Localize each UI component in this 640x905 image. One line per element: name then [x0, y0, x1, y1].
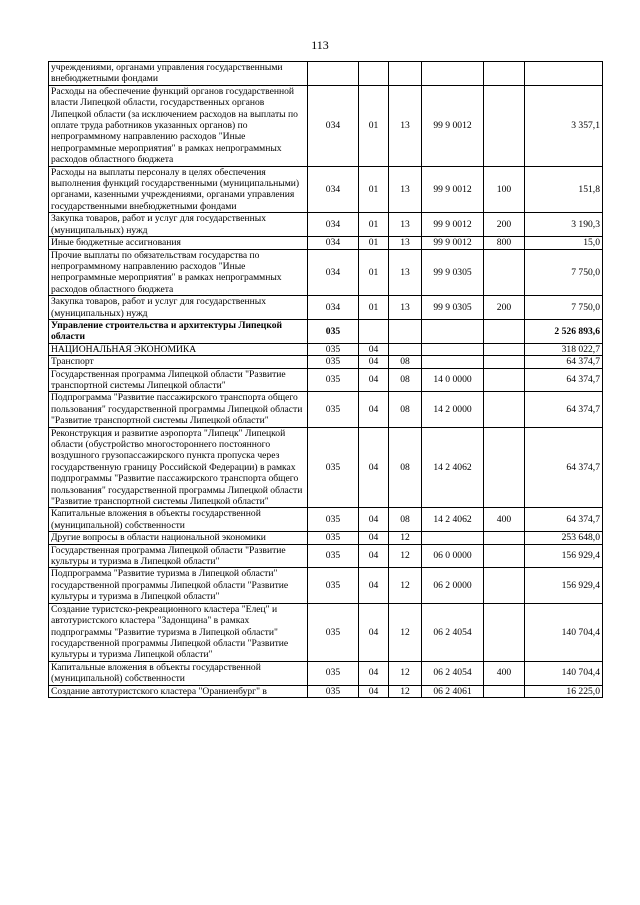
row-name-cell: Управление строительства и архитектуры Липецкой области [49, 319, 308, 343]
row-name-cell: Прочие выплаты по обязательствам государства по непрограммному направлению расходов "Иные непрограммные мероприятия" в рамках непрограммных расходов областного бюджета [49, 249, 308, 296]
subsection-code-cell: 08 [389, 356, 422, 368]
subsection-code-cell: 08 [389, 368, 422, 392]
subsection-code-cell [389, 343, 422, 355]
target-article-cell: 99 9 0012 [422, 85, 484, 166]
target-article-cell: 14 2 4062 [422, 508, 484, 532]
admin-code-cell: 035 [308, 392, 359, 427]
table-row [49, 532, 603, 544]
admin-code-cell: 035 [308, 603, 359, 661]
target-article-cell: 06 2 4061 [422, 685, 484, 697]
amount-cell: 64 374,7 [525, 368, 603, 392]
amount-cell: 140 704,4 [525, 603, 603, 661]
table-row [49, 661, 603, 685]
admin-code-cell: 034 [308, 213, 359, 237]
admin-code-cell: 035 [308, 508, 359, 532]
row-name-cell: Иные бюджетные ассигнования [49, 237, 308, 249]
subsection-code-cell [389, 319, 422, 343]
expense-type-cell: 200 [484, 296, 525, 320]
expense-type-cell: 800 [484, 237, 525, 249]
amount-cell: 318 022,7 [525, 343, 603, 355]
admin-code-cell: 035 [308, 661, 359, 685]
amount-cell: 64 374,7 [525, 356, 603, 368]
subsection-code-cell: 12 [389, 603, 422, 661]
subsection-code-cell: 13 [389, 237, 422, 249]
row-name-cell: Расходы на выплаты персоналу в целях обеспечения выполнения функций государственными (муниципальными) органами, казенными учреждениями, органами управления государственными внебюджетными фондами [49, 166, 308, 213]
target-article-cell: 14 2 0000 [422, 392, 484, 427]
target-article-cell: 06 2 4054 [422, 661, 484, 685]
expense-type-cell [484, 603, 525, 661]
table-row [49, 368, 603, 392]
amount-cell: 64 374,7 [525, 427, 603, 508]
expense-type-cell: 100 [484, 166, 525, 213]
table-row [49, 213, 603, 237]
target-article-cell [422, 343, 484, 355]
subsection-code-cell [389, 62, 422, 86]
section-code-cell: 04 [359, 508, 389, 532]
row-name-cell: НАЦИОНАЛЬНАЯ ЭКОНОМИКА [49, 343, 308, 355]
subsection-code-cell: 12 [389, 568, 422, 603]
expense-type-cell: 400 [484, 661, 525, 685]
section-code-cell: 01 [359, 85, 389, 166]
amount-cell: 3 190,3 [525, 213, 603, 237]
target-article-cell: 99 9 0012 [422, 166, 484, 213]
amount-cell: 2 526 893,6 [525, 319, 603, 343]
section-code-cell: 04 [359, 685, 389, 697]
target-article-cell: 06 2 4054 [422, 603, 484, 661]
table-row [49, 427, 603, 508]
row-name-cell: Капитальные вложения в объекты государственной (муниципальной) собственности [49, 661, 308, 685]
subsection-code-cell: 13 [389, 249, 422, 296]
budget-table [48, 61, 603, 698]
expense-type-cell [484, 544, 525, 568]
subsection-code-cell: 12 [389, 532, 422, 544]
admin-code-cell: 035 [308, 544, 359, 568]
row-name-cell: учреждениями, органами управления государственными внебюджетными фондами [49, 62, 308, 86]
row-name-cell: Расходы на обеспечение функций органов государственной власти Липецкой области, государственных органов Липецкой области (за исключением расходов на выплаты по оплате труда работников указанных органов) по непрограммному направлению расходов "Иные непрограммные мероприятия" в рамках непрограммных расходов областного бюджета [49, 85, 308, 166]
amount-cell: 156 929,4 [525, 568, 603, 603]
table-row [49, 319, 603, 343]
section-code-cell [359, 319, 389, 343]
table-row [49, 603, 603, 661]
table-row [49, 508, 603, 532]
subsection-code-cell: 08 [389, 392, 422, 427]
amount-cell: 253 648,0 [525, 532, 603, 544]
amount-cell: 7 750,0 [525, 249, 603, 296]
section-code-cell: 04 [359, 368, 389, 392]
table-row [49, 62, 603, 86]
row-name-cell: Транспорт [49, 356, 308, 368]
expense-type-cell [484, 685, 525, 697]
expense-type-cell [484, 356, 525, 368]
target-article-cell: 14 0 0000 [422, 368, 484, 392]
row-name-cell: Закупка товаров, работ и услуг для государственных (муниципальных) нужд [49, 296, 308, 320]
target-article-cell [422, 62, 484, 86]
row-name-cell: Государственная программа Липецкой области "Развитие транспортной системы Липецкой области" [49, 368, 308, 392]
table-row [49, 568, 603, 603]
expense-type-cell: 200 [484, 213, 525, 237]
table-row [49, 685, 603, 697]
subsection-code-cell: 08 [389, 427, 422, 508]
section-code-cell: 04 [359, 343, 389, 355]
admin-code-cell: 035 [308, 319, 359, 343]
subsection-code-cell: 12 [389, 544, 422, 568]
target-article-cell: 99 9 0305 [422, 296, 484, 320]
table-row [49, 356, 603, 368]
table-row [49, 392, 603, 427]
expense-type-cell: 400 [484, 508, 525, 532]
expense-type-cell [484, 249, 525, 296]
row-name-cell: Создание туристско-рекреационного кластера "Елец" и автотуристского кластера "Задонщина" в рамках подпрограммы "Развитие туризма в Липецкой области" государственной программы Липецкой области "Развитие культуры и туризма Липецкой области" [49, 603, 308, 661]
amount-cell: 15,0 [525, 237, 603, 249]
amount-cell: 151,8 [525, 166, 603, 213]
table-row [49, 249, 603, 296]
admin-code-cell: 035 [308, 368, 359, 392]
expense-type-cell [484, 568, 525, 603]
section-code-cell [359, 62, 389, 86]
amount-cell: 3 357,1 [525, 85, 603, 166]
row-name-cell: Другие вопросы в области национальной экономики [49, 532, 308, 544]
section-code-cell: 01 [359, 237, 389, 249]
subsection-code-cell: 13 [389, 213, 422, 237]
target-article-cell: 99 9 0012 [422, 213, 484, 237]
expense-type-cell [484, 319, 525, 343]
table-row [49, 237, 603, 249]
admin-code-cell: 034 [308, 166, 359, 213]
section-code-cell: 01 [359, 249, 389, 296]
section-code-cell: 01 [359, 166, 389, 213]
row-name-cell: Закупка товаров, работ и услуг для государственных (муниципальных) нужд [49, 213, 308, 237]
admin-code-cell: 035 [308, 685, 359, 697]
section-code-cell: 04 [359, 392, 389, 427]
subsection-code-cell: 08 [389, 508, 422, 532]
section-code-cell: 04 [359, 356, 389, 368]
amount-cell: 156 929,4 [525, 544, 603, 568]
amount-cell [525, 62, 603, 86]
table-row [49, 166, 603, 213]
admin-code-cell [308, 62, 359, 86]
target-article-cell [422, 532, 484, 544]
subsection-code-cell: 12 [389, 661, 422, 685]
amount-cell: 64 374,7 [525, 392, 603, 427]
table-row [49, 296, 603, 320]
table-row [49, 85, 603, 166]
amount-cell: 64 374,7 [525, 508, 603, 532]
target-article-cell [422, 319, 484, 343]
target-article-cell: 06 0 0000 [422, 544, 484, 568]
admin-code-cell: 035 [308, 427, 359, 508]
page-number: 113 [311, 38, 329, 52]
row-name-cell: Подпрограмма "Развитие туризма в Липецкой области" государственной программы Липецкой области "Развитие культуры и туризма в Липецкой области" [49, 568, 308, 603]
admin-code-cell: 035 [308, 343, 359, 355]
section-code-cell: 04 [359, 568, 389, 603]
expense-type-cell [484, 343, 525, 355]
table-row [49, 343, 603, 355]
section-code-cell: 04 [359, 427, 389, 508]
section-code-cell: 01 [359, 296, 389, 320]
section-code-cell: 01 [359, 213, 389, 237]
subsection-code-cell: 13 [389, 296, 422, 320]
target-article-cell [422, 356, 484, 368]
row-name-cell: Подпрограмма "Развитие пассажирского транспорта общего пользования" государственной программы Липецкой области "Развитие транспортной системы Липецкой области" [49, 392, 308, 427]
expense-type-cell [484, 392, 525, 427]
admin-code-cell: 034 [308, 237, 359, 249]
admin-code-cell: 034 [308, 85, 359, 166]
subsection-code-cell: 13 [389, 85, 422, 166]
admin-code-cell: 034 [308, 249, 359, 296]
section-code-cell: 04 [359, 532, 389, 544]
target-article-cell: 06 2 0000 [422, 568, 484, 603]
target-article-cell: 99 9 0012 [422, 237, 484, 249]
row-name-cell: Государственная программа Липецкой области "Развитие культуры и туризма в Липецкой области" [49, 544, 308, 568]
section-code-cell: 04 [359, 661, 389, 685]
table-row [49, 544, 603, 568]
subsection-code-cell: 13 [389, 166, 422, 213]
amount-cell: 16 225,0 [525, 685, 603, 697]
row-name-cell: Реконструкция и развитие аэропорта "Липецк" Липецкой области (обустройство многостороннего постоянного воздушного грузопассажирского пункта пропуска через государственную границу Российской Федерации) в рамках подпрограммы "Развитие пассажирского транспорта общего пользования" государственной программы Липецкой области "Развитие транспортной системы Липецкой области" [49, 427, 308, 508]
section-code-cell: 04 [359, 603, 389, 661]
row-name-cell: Капитальные вложения в объекты государственной (муниципальной) собственности [49, 508, 308, 532]
amount-cell: 7 750,0 [525, 296, 603, 320]
expense-type-cell [484, 85, 525, 166]
target-article-cell: 14 2 4062 [422, 427, 484, 508]
admin-code-cell: 035 [308, 356, 359, 368]
admin-code-cell: 035 [308, 532, 359, 544]
expense-type-cell [484, 368, 525, 392]
expense-type-cell [484, 427, 525, 508]
expense-type-cell [484, 62, 525, 86]
target-article-cell: 99 9 0305 [422, 249, 484, 296]
row-name-cell: Создание автотуристского кластера "Ораниенбург" в [49, 685, 308, 697]
amount-cell: 140 704,4 [525, 661, 603, 685]
admin-code-cell: 034 [308, 296, 359, 320]
admin-code-cell: 035 [308, 568, 359, 603]
expense-type-cell [484, 532, 525, 544]
section-code-cell: 04 [359, 544, 389, 568]
subsection-code-cell: 12 [389, 685, 422, 697]
